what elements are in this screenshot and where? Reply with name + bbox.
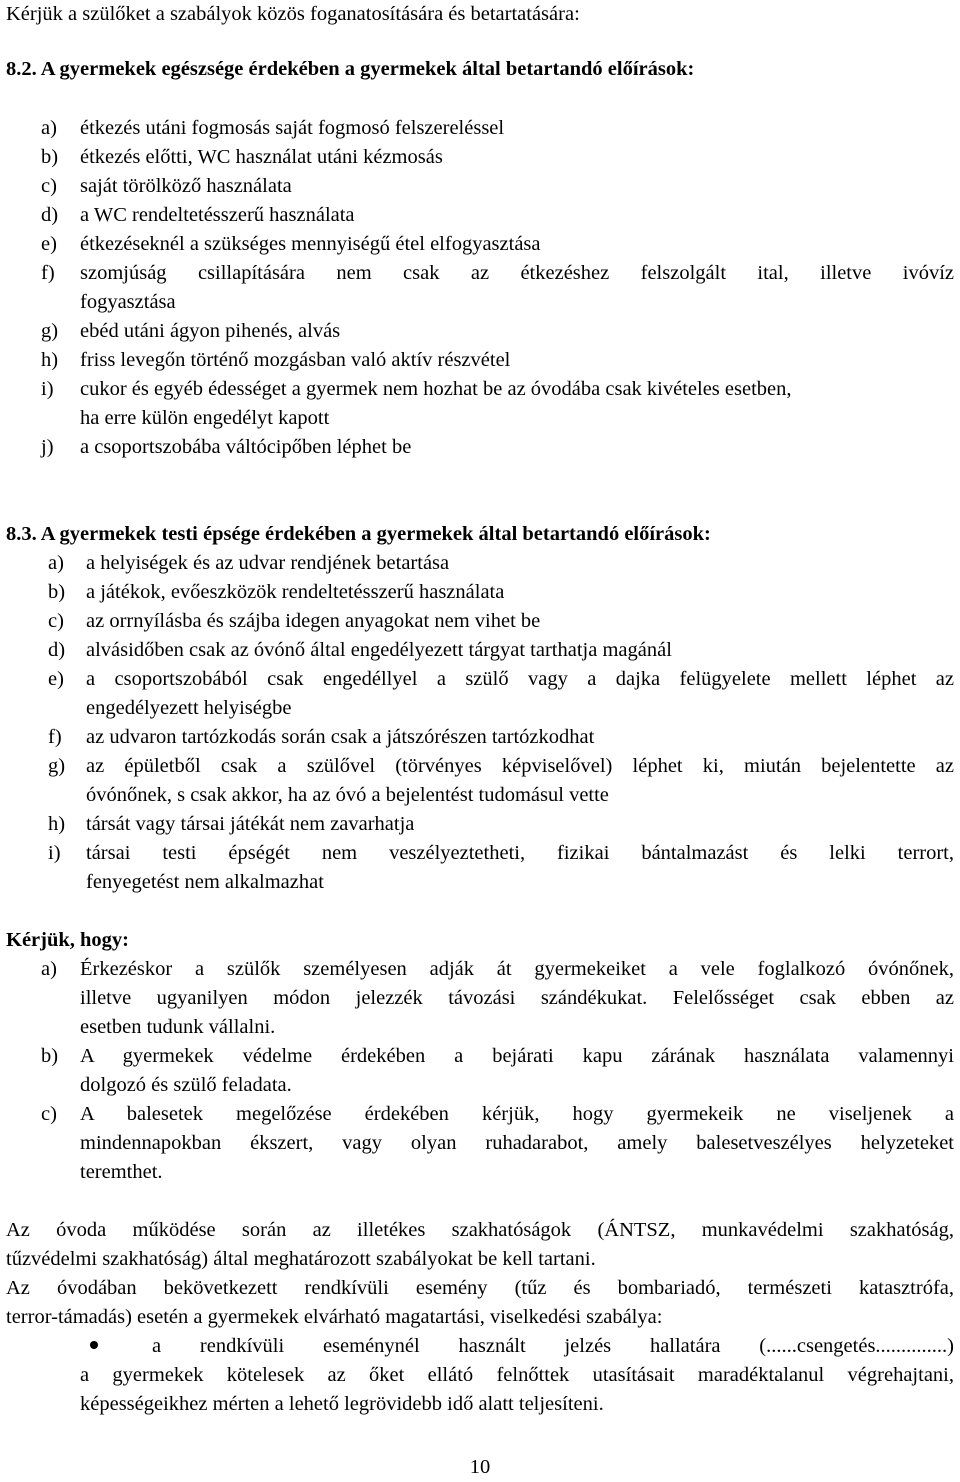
paragraph-authorities: Az óvoda működése során az illetékes szakhatóságok (ÁNTSZ, munkavédelmi szakhatóság, [6, 1219, 954, 1241]
list-item: a csoportszobából csak engedéllyel a szülő vagy a dajka felügyelete mellett léphet az [86, 668, 954, 690]
list-item: a WC rendeltetésszerű használata [80, 204, 355, 226]
list-item: társát vagy társai játékát nem zavarhatja [86, 813, 415, 835]
list-item-label: i) [48, 842, 61, 864]
list-item-label: d) [41, 204, 59, 226]
list-item-label: g) [41, 320, 59, 342]
list-item-label: f) [41, 262, 55, 284]
list-item: étkezés utáni fogmosás saját fogmosó felszereléssel [80, 117, 505, 139]
list-item-continuation: engedélyezett helyiségbe [86, 697, 292, 719]
list-item-label: c) [41, 1103, 57, 1125]
list-item: A balesetek megelőzése érdekében kérjük, hogy gyermekeik ne viseljenek a [80, 1103, 954, 1125]
list-item: az épületből csak a szülővel (törvényes képviselővel) léphet ki, miután bejelentette az [86, 755, 954, 777]
paragraph-authorities-cont: tűzvédelmi szakhatóság) által meghatározott szabályokat be kell tartani. [6, 1248, 596, 1270]
list-item-label: d) [48, 639, 66, 661]
bullet-text: a rendkívüli eseménynél használt jelzés hallatára (......csengetés..............) [152, 1335, 954, 1357]
list-item-continuation: teremthet. [80, 1161, 163, 1183]
list-item-label: a) [48, 552, 64, 574]
list-item-label: c) [48, 610, 64, 632]
list-item-label: f) [48, 726, 62, 748]
list-item-continuation: dolgozó és szülő feladata. [80, 1074, 292, 1096]
list-item-continuation: fogyasztása [80, 291, 176, 313]
list-item-continuation: esetben tudunk vállalni. [80, 1016, 276, 1038]
list-item-label: a) [41, 958, 57, 980]
list-item: társai testi épségét nem veszélyeztetheti, fizikai bántalmazást és lelki terrort, [86, 842, 954, 864]
list-item-label: a) [41, 117, 57, 139]
page-number: 10 [469, 1456, 491, 1478]
list-item: alvásidőben csak az óvónő által engedélyezett tárgyat tarthatja magánál [86, 639, 672, 661]
list-item: a játékok, evőeszközök rendeltetésszerű használata [86, 581, 505, 603]
list-item-label: b) [41, 146, 59, 168]
list-item-label: e) [48, 668, 64, 690]
list-item-continuation: óvónőnek, s csak akkor, ha az óvó a bejelentést tudomásul vette [86, 784, 609, 806]
list-item-continuation: mindennapokban ékszert, vagy olyan ruhadarabot, amely balesetveszélyes helyzeteket [80, 1132, 954, 1154]
list-item: A gyermekek védelme érdekében a bejárati kapu zárának használata valamennyi [80, 1045, 954, 1067]
paragraph-emergency: Az óvodában bekövetkezett rendkívüli esemény (tűz és bombariadó, természeti katasztrófa, [6, 1277, 954, 1299]
list-item: friss levegőn történő mozgásban való aktív részvétel [80, 349, 511, 371]
list-item-continuation: ha erre külön engedélyt kapott [80, 407, 330, 429]
list-item: az orrnyílásba és szájba idegen anyagokat nem vihet be [86, 610, 541, 632]
list-item: a csoportszobába váltócipőben léphet be [80, 436, 412, 458]
list-item-label: b) [48, 581, 66, 603]
bullet-text-cont: képességeikhez mérten a lehető legrövidebb idő alatt teljesíteni. [80, 1393, 604, 1415]
list-item: a helyiségek és az udvar rendjének betartása [86, 552, 450, 574]
list-item-label: c) [41, 175, 57, 197]
intro-text: Kérjük a szülőket a szabályok közös foganatosítására és betartatására: [6, 3, 580, 25]
list-item: az udvaron tartózkodás során csak a játszórészen tartózkodhat [86, 726, 595, 748]
paragraph-emergency-cont: terror-támadás) esetén a gyermekek elvárható magatartási, viselkedési szabálya: [6, 1306, 663, 1328]
list-item: szomjúság csillapítására nem csak az étkezéshez felszolgált ital, illetve ivóvíz [80, 262, 954, 284]
request-heading: Kérjük, hogy: [6, 929, 129, 951]
section-8-3-heading: 8.3. A gyermekek testi épsége érdekében a gyermekek által betartandó előírások: [6, 523, 711, 545]
list-item-label: b) [41, 1045, 59, 1067]
list-item-continuation: fenyegetést nem alkalmazhat [86, 871, 324, 893]
list-item: étkezés előtti, WC használat utáni kézmosás [80, 146, 443, 168]
list-item-label: h) [41, 349, 59, 371]
list-item-label: g) [48, 755, 66, 777]
list-item: saját törölköző használata [80, 175, 292, 197]
list-item-continuation: illetve ugyanilyen módon jelezzék távozási szándékukat. Felelősséget csak ebben az [80, 987, 954, 1009]
section-8-2-heading: 8.2. A gyermekek egészsége érdekében a gyermekek által betartandó előírások: [6, 58, 695, 80]
list-item-label: h) [48, 813, 66, 835]
list-item: étkezéseknél a szükséges mennyiségű étel elfogyasztása [80, 233, 541, 255]
list-item: ebéd utáni ágyon pihenés, alvás [80, 320, 341, 342]
list-item: Érkezéskor a szülők személyesen adják át gyermekeiket a vele foglalkozó óvónőnek, [80, 958, 954, 980]
list-item-label: i) [41, 378, 54, 400]
list-item: cukor és egyéb édességet a gyermek nem hozhat be az óvodába csak kivételes esetben, [80, 378, 792, 400]
bullet-icon [90, 1341, 98, 1349]
list-item-label: e) [41, 233, 57, 255]
list-item-label: j) [41, 436, 54, 458]
bullet-text-cont: a gyermekek kötelesek az őket ellátó felnőttek utasításait maradéktalanul végrehajtani, [80, 1364, 954, 1386]
